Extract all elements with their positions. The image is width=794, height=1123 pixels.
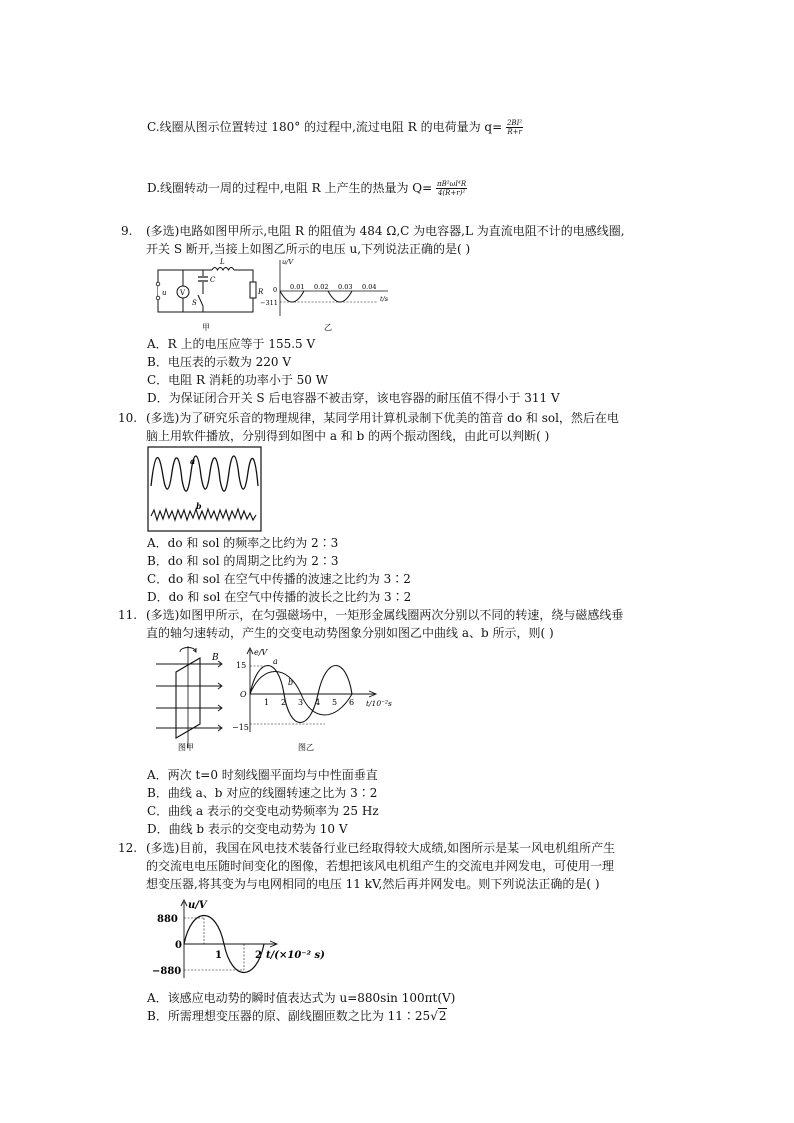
- q11-graph-top: 15: [236, 661, 247, 670]
- q11-graph-tick-5: 5: [332, 698, 338, 707]
- q12-graph-top: 880: [157, 914, 178, 925]
- q9-number: 9.: [121, 224, 133, 238]
- q12-option-b: B．所需理想变压器的原、副线圈匝数之比为 11∶25√2: [147, 1009, 447, 1023]
- q11-graph-tick-3: 3: [298, 698, 304, 707]
- q11-graph-tick-1: 1: [264, 698, 270, 707]
- q12-graph-xlabel: t/(×10⁻² s): [266, 950, 325, 961]
- q12-number: 12.: [118, 841, 138, 855]
- q11-label-b: b: [288, 678, 294, 687]
- q9-graph-tick-4: 0.04: [362, 283, 377, 291]
- q9-graph-curve: [280, 291, 352, 302]
- q11-option-c: C．曲线 a 表示的交变电动势频率为 25 Hz: [147, 804, 379, 818]
- resistor-icon: [250, 282, 256, 298]
- q9-option-a: A．R 上的电压应等于 155.5 V: [147, 337, 316, 351]
- q11-graph-origin: O: [240, 690, 247, 699]
- q11-number: 11.: [118, 608, 138, 622]
- q11-label-yi: 图乙: [298, 743, 314, 752]
- q8-option-d: D.线圈转动一周的过程中,电阻 R 上产生的热量为 Q= $\frac{\text{πB²ωI⁴R}}{\text{4(R+r)²}}$: [147, 180, 467, 197]
- q9-graph-zero: 0: [273, 286, 278, 294]
- q9-stem-line1: (多选)电路如图甲所示,电阻 R 的阻值为 484 Ω,C 为电容器,L 为直流电阻不计的电感线圈,: [146, 224, 625, 238]
- q9-option-b: B．电压表的示数为 220 V: [147, 355, 292, 369]
- q9-graph-neg: −311: [260, 299, 278, 307]
- q8-option-c: C.线圈从图示位置转过 180° 的过程中,流过电阻 R 的电荷量为 q= $\frac{\text{2BI²}}{R+r}$: [147, 119, 523, 136]
- q9-graph-tick-1: 0.01: [290, 283, 305, 291]
- q9-graph-tick-2: 0.02: [314, 283, 329, 291]
- q11-graph-tick-2: 2: [281, 698, 287, 707]
- q10-label-b: b: [196, 501, 202, 511]
- q12-stem-line2: 的交流电电压随时间变化的图像，若想把该风电机组产生的交流电并网发电，可使用一理: [146, 859, 615, 873]
- q9-option-c: C．电阻 R 消耗的功率小于 50 W: [147, 373, 329, 387]
- q9-stem-line2: 开关 S 断开,当接上如图乙所示的电压 u,下列说法正确的是( ): [146, 242, 471, 256]
- q11-graph-tick-6: 6: [349, 698, 355, 707]
- q11-option-b: B．曲线 a、b 对应的线圈转速之比为 3∶2: [147, 786, 378, 800]
- q11-graph-xlabel: t/10⁻²s: [366, 699, 392, 708]
- q12-stem-line1: (多选)目前，我国在风电技术装备行业已经取得较大成绩,如图所示是某一风电机组所产生: [146, 841, 616, 855]
- q12-stem-line3: 想变压器,将其变为与电网相同的电压 11 kV,然后再并网发电。则下列说法正确的是( ): [146, 877, 600, 891]
- q11-figure: [150, 644, 400, 756]
- q10-option-c: C．do 和 sol 在空气中传播的波速之比约为 3∶2: [147, 572, 411, 586]
- q9-option-d: D．为保证闭合开关 S 后电容器不被击穿，该电容器的耐压值不得小于 311 V: [147, 391, 560, 405]
- q11-graph-tick-4: 4: [315, 698, 321, 707]
- q9-graph-ylabel: u/V: [282, 258, 294, 266]
- q9-label-jia: 甲: [202, 323, 210, 332]
- q10-label-a: a: [190, 456, 196, 466]
- q9-label-l: L: [220, 258, 225, 266]
- q12-figure: [148, 894, 348, 984]
- q10-stem-line1: (多选)为了研究乐音的物理规律，某同学用计算机录制下优美的笛音 do 和 sol，然后在电: [146, 411, 619, 425]
- q10-option-d: D．do 和 sol 在空气中传播的波长之比约为 3∶2: [147, 590, 412, 604]
- q11-stem-line1: (多选)如图甲所示，在匀强磁场中，一矩形金属线圈两次分别以不同的转速，绕与磁感线垂: [146, 608, 624, 622]
- q12-graph-ylabel: u/V: [188, 900, 207, 911]
- q11-stem-line2: 直的轴匀速转动，产生的交变电动势图象分别如图乙中曲线 a、b 所示，则( ): [146, 626, 554, 640]
- q12-option-a: A．该感应电动势的瞬时值表达式为 u=880sin 100πt(V): [147, 991, 456, 1005]
- q11-option-a: A．两次 t=0 时刻线圈平面均与中性面垂直: [147, 768, 378, 782]
- q9-label-r: R: [258, 288, 264, 296]
- q11-label-b-field: B: [212, 653, 219, 663]
- q11-label-jia: 图甲: [178, 743, 194, 752]
- q9-label-u: u: [162, 289, 167, 297]
- q9-figure: [148, 256, 398, 334]
- q12-graph-tick-1: 1: [215, 950, 222, 961]
- q8-option-c-fraction: $\frac{\text{2BI²}}{R+r}$: [506, 119, 523, 136]
- q10-option-a: A．do 和 sol 的频率之比约为 2∶3: [147, 536, 339, 550]
- q9-label-v: V: [180, 289, 186, 297]
- q11-option-d: D．曲线 b 表示的交变电动势为 10 V: [147, 822, 348, 836]
- q9-graph-xlabel: t/s: [380, 295, 389, 303]
- q9-graph-tick-3: 0.03: [338, 283, 353, 291]
- q12-graph-zero: 0: [175, 940, 182, 951]
- q9-label-c: C: [210, 276, 216, 284]
- q10-number: 10.: [118, 411, 138, 425]
- q8-option-d-fraction: $\frac{\text{πB²ωI⁴R}}{\text{4(R+r)²}}$: [437, 180, 467, 197]
- q12-option-b-sqrt: 2: [438, 1009, 447, 1023]
- q11-graph-bottom: −15: [232, 723, 249, 732]
- q11-graph-ylabel: e/V: [254, 648, 268, 657]
- q12-graph-tick-2: 2: [255, 950, 262, 961]
- q12-graph-bottom: −880: [152, 966, 182, 977]
- q10-waveform-figure: [147, 446, 263, 532]
- q9-label-s: S: [192, 299, 197, 307]
- q10-option-b: B．do 和 sol 的周期之比约为 2∶3: [147, 554, 339, 568]
- q11-label-a: a: [273, 657, 278, 666]
- q9-label-yi: 乙: [324, 323, 332, 332]
- q11-curve-b: [250, 672, 355, 716]
- q10-stem-line2: 脑上用软件播放，分别得到如图中 a 和 b 的两个振动图线，由此可以判断( ): [146, 429, 550, 443]
